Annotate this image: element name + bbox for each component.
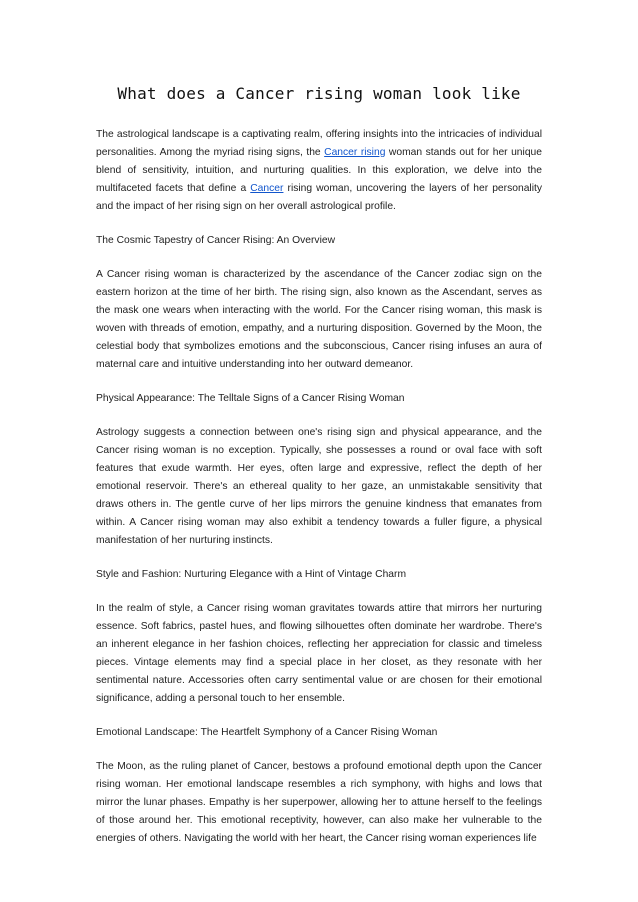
section-heading-overview: The Cosmic Tapestry of Cancer Rising: An Overview: [96, 235, 336, 246]
intro-text-2: woman stands out for her unique blend of sensitivity, intuition, and nurturing qualities. In this exploration, we delve into the multifaceted facets that define a: [96, 147, 542, 194]
cancer-rising-link[interactable]: Cancer rising: [324, 147, 386, 158]
section-body-emotional: The Moon, as the ruling planet of Cancer, bestows a profound emotional depth upon the Cancer rising woman. Her emotional landscape resembles a rich symphony, with highs and lows that mirror the lunar phases. Empathy is her superpower, allowing her to attune herself to the feelings of those around her. This emotional receptivity, however, can also make her vulnerable to the energies of others. Navigating the world with her heart, the Cancer rising woman experiences life: [96, 761, 542, 844]
section-body-appearance: Astrology suggests a connection between one's rising sign and physical appearance, and the Cancer rising woman is no exception. Typically, she possesses a round or oval face with soft features that exude warmth. Her eyes, often large and expressive, reflect the depth of her emotional reservoir. There's an ethereal quality to her gaze, an unmistakable sensitivity that draws others in. The gentle curve of her lips mirrors the genuine kindness that emanates from within. A Cancer rising woman may also exhibit a tendency towards a fuller figure, a physical manifestation of her nurturing instincts.: [96, 427, 542, 546]
intro-paragraph: [96, 126, 542, 216]
cancer-link[interactable]: Cancer: [250, 183, 284, 194]
section-body-overview: A Cancer rising woman is characterized by the ascendance of the Cancer zodiac sign on the eastern horizon at the time of her birth. The rising sign, also known as the Ascendant, serves as the mask one wears when interacting with the world. For the Cancer rising woman, this mask is woven with threads of emotion, empathy, and a nurturing disposition. Governed by the Moon, the celestial body that symbolizes emotions and the subconscious, Cancer rising infuses an aura of maternal care and intuitive understanding into her outward demeanor.: [96, 269, 542, 370]
intro-text-3: rising woman, uncovering the layers of her personality and the impact of her rising sign on her overall astrological profile.: [96, 183, 543, 212]
section-heading-style: Style and Fashion: Nurturing Elegance with a Hint of Vintage Charm: [96, 569, 407, 580]
section-heading-appearance: Physical Appearance: The Telltale Signs of a Cancer Rising Woman: [96, 393, 405, 404]
section-heading-emotional: Emotional Landscape: The Heartfelt Symphony of a Cancer Rising Woman: [96, 727, 438, 738]
document-body: [96, 126, 542, 864]
page-title: What does a Cancer rising woman look like: [117, 84, 521, 103]
intro-text-1: The astrological landscape is a captivating realm, offering insights into the intricacies of individual personalities. Among the myriad rising signs, the: [96, 129, 542, 158]
section-body-style: In the realm of style, a Cancer rising woman gravitates towards attire that mirrors her nurturing essence. Soft fabrics, pastel hues, and flowing silhouettes often dominate her wardrobe. There's an inherent elegance in her fashion choices, reflecting her appreciation for classic and timeless pieces. Vintage elements may find a special place in her closet, as they resonate with her sentimental nature. Accessories often carry sentimental value or are chosen for their emotional significance, adding a personal touch to her ensemble.: [96, 603, 542, 704]
